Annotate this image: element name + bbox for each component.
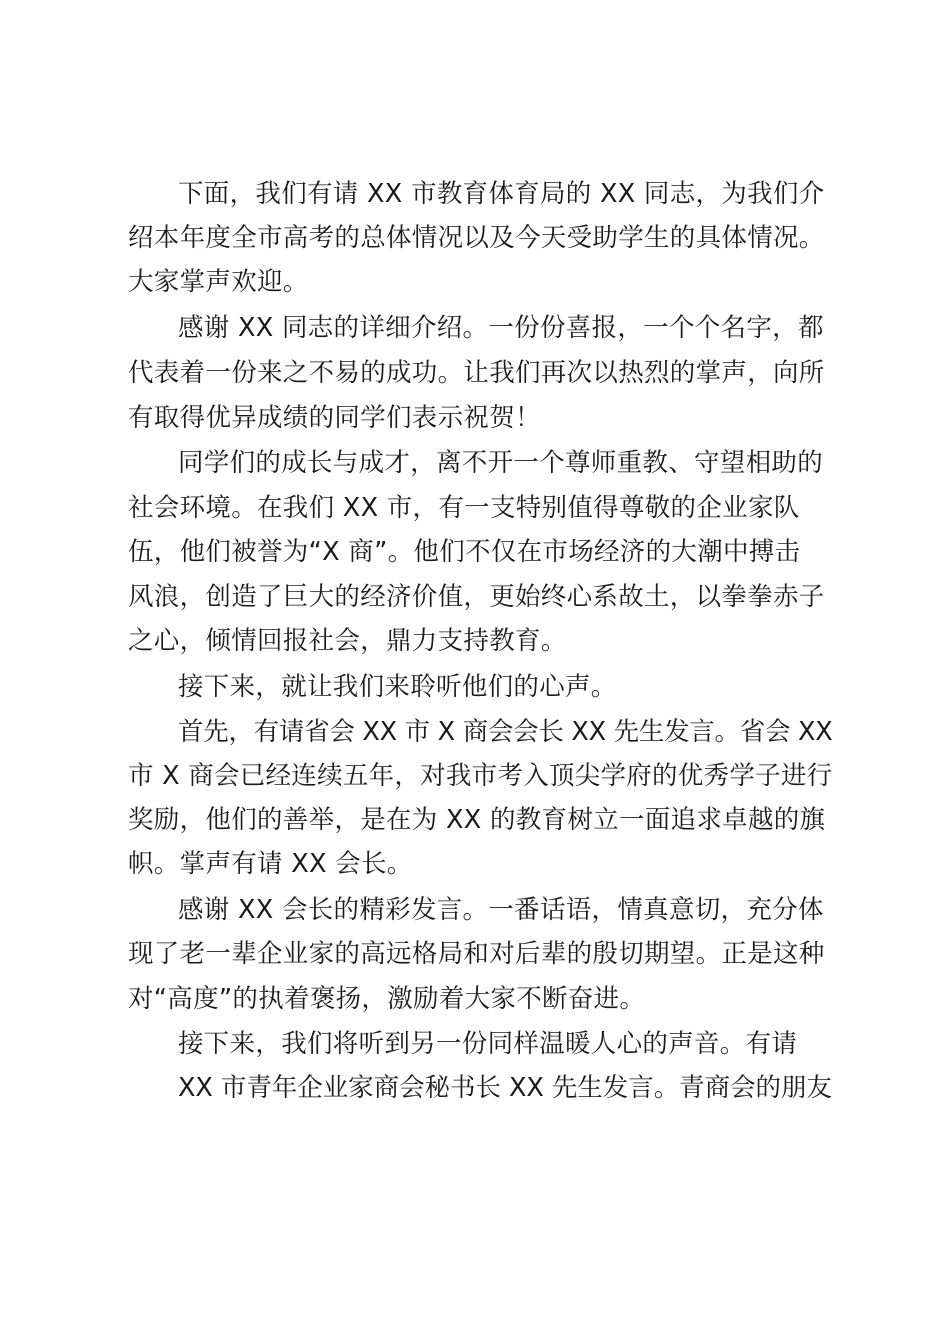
text-line [0,351,950,395]
line-text: 社会环境。在我们 XX 市，有一支特别值得尊敬的企业家队 [128,493,800,523]
line-text: 帜。掌声有请 XX 会长。 [128,849,413,879]
text-line [0,754,950,798]
line-text: 对“高度”的执着褒扬，激励着大家不断奋进。 [128,984,646,1014]
line-text: 首先，有请省会 XX 市 X 商会会长 XX 先生发言。省会 XX [178,717,833,747]
line-text: 大家掌声欢迎。 [128,267,309,297]
line-text: 下面，我们有请 XX 市教育体育局的 XX 同志，为我们介 [178,179,825,209]
line-text: 接下来，就让我们来聆听他们的心声。 [178,672,617,702]
text-line [0,306,950,350]
text-line [0,1066,950,1110]
line-text: 市 X 商会已经连续五年，对我市考入顶尖学府的优秀学子进行 [128,761,833,791]
text-line [0,260,950,304]
text-line [0,172,950,216]
text-line [0,977,950,1021]
text-line [0,932,950,976]
line-text: 感谢 XX 会长的精彩发言。一番话语，情真意切，充分体 [178,895,824,925]
text-line [0,1022,950,1066]
line-text: 奖励，他们的善举，是在为 XX 的教育树立一面追求卓越的旗 [128,805,826,835]
text-line [0,798,950,842]
line-text: 伍，他们被誉为“X 商”。他们不仅在市场经济的大潮中搏击 [128,537,801,567]
line-text: 代表着一份来之不易的成功。让我们再次以热烈的掌声，向所 [128,358,825,388]
line-text: 之心，倾情回报社会，鼎力支持教育。 [128,626,567,656]
line-text: XX 市青年企业家商会秘书长 XX 先生发言。青商会的朋友 [178,1073,832,1103]
line-text: 现了老一辈企业家的高远格局和对后辈的殷切期望。正是这种 [128,939,825,969]
text-line [0,619,950,663]
line-text: 有取得优异成绩的同学们表示祝贺！ [128,403,541,433]
line-text: 感谢 XX 同志的详细介绍。一份份喜报，一个个名字，都 [178,313,824,343]
text-line [0,486,950,530]
line-text: 接下来，我们将听到另一份同样温暖人心的声音。有请 [178,1029,798,1059]
text-line [0,888,950,932]
line-text: 风浪，创造了巨大的经济价值，更始终心系故土，以拳拳赤子 [128,582,825,612]
line-text: 同学们的成长与成才，离不开一个尊师重教、守望相助的 [178,448,824,478]
text-line [0,665,950,709]
text-line [0,530,950,574]
text-line [0,575,950,619]
text-line [0,842,950,886]
text-line [0,396,950,440]
text-line [0,441,950,485]
line-text: 绍本年度全市高考的总体情况以及今天受助学生的具体情况。 [128,223,825,253]
text-line [0,710,950,754]
text-line [0,216,950,260]
